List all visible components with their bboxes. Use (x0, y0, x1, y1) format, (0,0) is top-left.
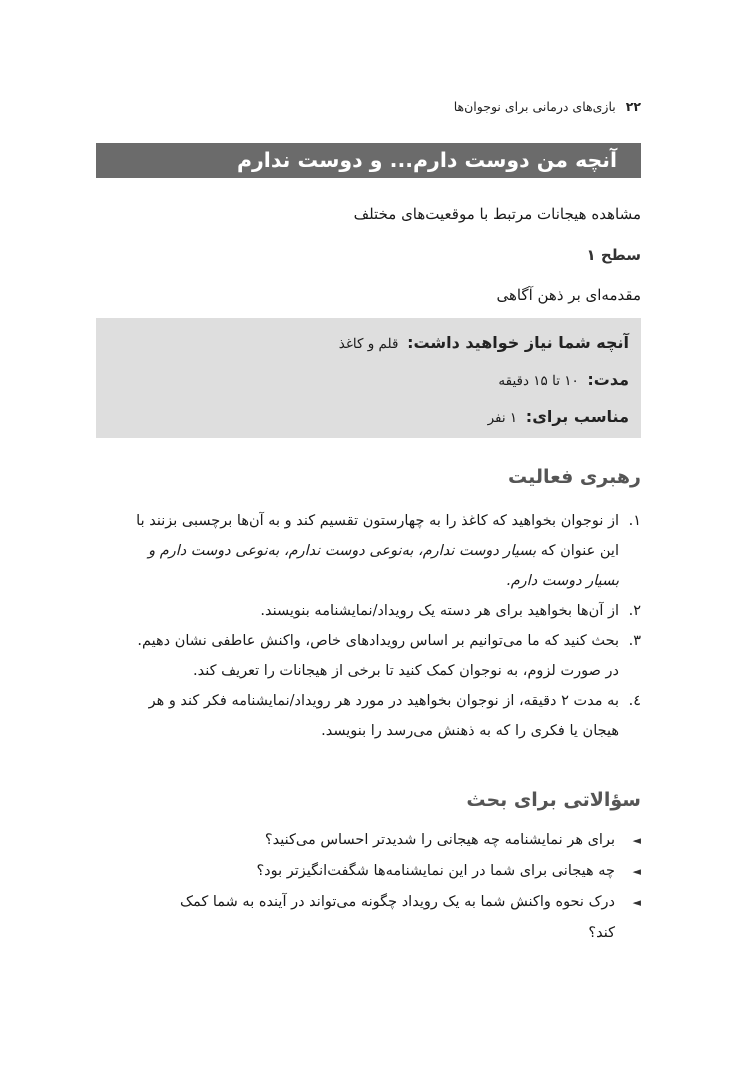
step-line: در صورت لزوم، به نوجوان کمک کنید تا برخی از هیجانات را تعریف کند. (193, 663, 619, 679)
triangle-bullet-icon: ◄ (632, 865, 641, 878)
steps-list (96, 506, 641, 746)
question-text: چه هیجانی برای شما در این نمایشنامه‌ها شگفت‌انگیزتر بود؟ (256, 863, 615, 879)
duration-value: ۱۰ تا ۱۵ دقیقه (498, 373, 579, 389)
step-number: ۱. (628, 513, 641, 529)
step-line: بحث کنید که ما می‌توانیم بر اساس رویدادهای خاص، واکنش عاطفی نشان دهیم. (137, 633, 619, 649)
suitable-value: ۱ نفر (487, 410, 518, 426)
question-line: کند؟ (588, 925, 615, 941)
step-text (96, 686, 619, 746)
step-line: هیجان یا فکری را که به ذهنش می‌رسد را بنویسد. (321, 723, 619, 739)
duration-row (108, 361, 629, 398)
running-head (96, 96, 641, 116)
step-italic: بسیار دوست دارم. (506, 573, 619, 589)
step-number: ۲. (628, 603, 641, 619)
step-text (96, 506, 619, 596)
step-text (96, 626, 619, 686)
list-item (96, 887, 641, 949)
activity-level: سطح ۱ (586, 246, 641, 264)
step-text: از آن‌ها بخواهید برای هر دسته یک رویداد/نمایشنامه بنویسند. (260, 603, 619, 619)
info-box (96, 318, 641, 438)
questions-heading: سؤالاتی برای بحث (466, 789, 641, 811)
question-text: برای هر نمایشنامه چه هیجانی را شدیدتر احساس می‌کنید؟ (264, 832, 615, 848)
materials-value: قلم و کاغذ (338, 336, 399, 352)
step-number: ٤. (628, 693, 641, 709)
list-item (96, 596, 641, 626)
triangle-bullet-icon: ◄ (632, 896, 641, 909)
questions-list (96, 825, 641, 949)
question-line: درک نحوه واکنش شما به یک رویداد چگونه می‌تواند در آینده به شما کمک (180, 894, 615, 910)
materials-row (108, 324, 629, 361)
activity-intro: مقدمه‌ای بر ذهن آگاهی (496, 286, 641, 304)
materials-label: آنچه شما نیاز خواهید داشت: (407, 333, 629, 352)
step-number: ۳. (628, 633, 641, 649)
page-number: ۲۲ (625, 98, 641, 114)
step-line: این عنوان که (536, 543, 619, 559)
step-line: از نوجوان بخواهید که کاغذ را به چهارستون تقسیم کند و به آن‌ها برچسبی بزنند با (136, 513, 619, 529)
suitable-label: مناسب برای: (525, 407, 629, 426)
activity-title: آنچه من دوست دارم... و دوست ندارم (96, 143, 641, 178)
list-item (96, 686, 641, 746)
list-item (96, 856, 641, 887)
step-line: به مدت ۲ دقیقه، از نوجوان بخواهید در مورد هر رویداد/نمایشنامه فکر کند و هر (148, 693, 619, 709)
suitable-row (108, 398, 629, 435)
activity-subtitle: مشاهده هیجانات مرتبط با موقعیت‌های مختلف (353, 205, 641, 223)
list-item (96, 825, 641, 856)
triangle-bullet-icon: ◄ (632, 834, 641, 847)
activity-heading: رهبری فعالیت (507, 466, 641, 488)
list-item (96, 506, 641, 596)
list-item (96, 626, 641, 686)
book-title: بازی‌های درمانی برای نوجوان‌ها (453, 98, 616, 114)
step-italic: بسیار دوست ندارم، به‌نوعی دوست ندارم، به‌نوعی دوست دارم و (148, 543, 537, 559)
question-text (96, 887, 615, 949)
duration-label: مدت: (587, 370, 629, 389)
